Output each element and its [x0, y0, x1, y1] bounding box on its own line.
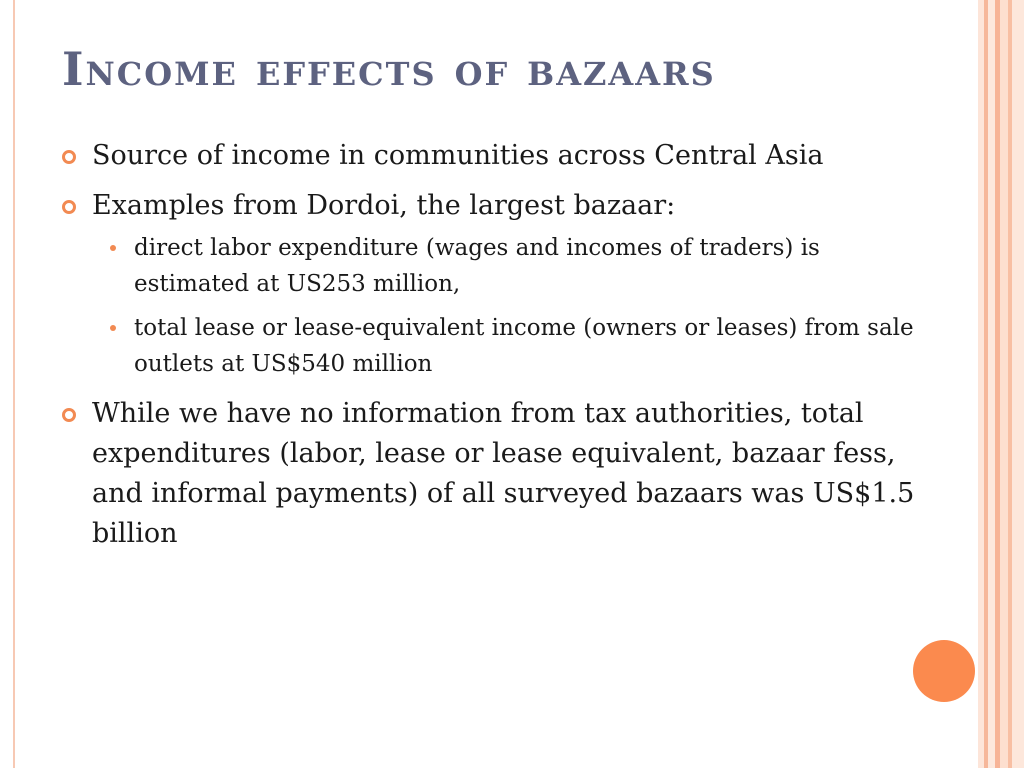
bullet-item — [62, 186, 942, 226]
ring-bullet-icon — [62, 200, 76, 214]
left-border-line — [13, 0, 15, 768]
decorative-stripe — [1012, 0, 1024, 768]
bullet-item — [62, 136, 942, 176]
dot-bullet-icon — [110, 325, 116, 331]
decorative-circle — [913, 640, 975, 702]
bullet-text: Examples from Dordoi, the largest bazaar: — [92, 190, 676, 221]
slide-body — [62, 136, 942, 564]
decorative-stripe — [988, 0, 995, 768]
ring-bullet-icon — [62, 150, 76, 164]
bullet-text: Source of income in communities across Central Asia — [92, 140, 824, 171]
bullet-text: While we have no information from tax authorities, total expenditures (labor, lease or lease equivalent, bazaar fess, and informal payments) of all surveyed bazaars was US$1.5 billion — [92, 398, 915, 549]
sub-bullet-text: total lease or lease-equivalent income (owners or leases) from sale outlets at US$540 million — [134, 315, 914, 377]
sub-bullet-item — [102, 310, 934, 382]
decorative-stripe — [1000, 0, 1008, 768]
ring-bullet-icon — [62, 408, 76, 422]
sub-bullet-text: direct labor expenditure (wages and incomes of traders) is estimated at US253 million, — [134, 235, 820, 297]
bullet-item — [62, 394, 942, 554]
sub-bullet-item — [102, 230, 934, 302]
dot-bullet-icon — [110, 245, 116, 251]
slide-title: Income effects of bazaars — [62, 42, 716, 96]
